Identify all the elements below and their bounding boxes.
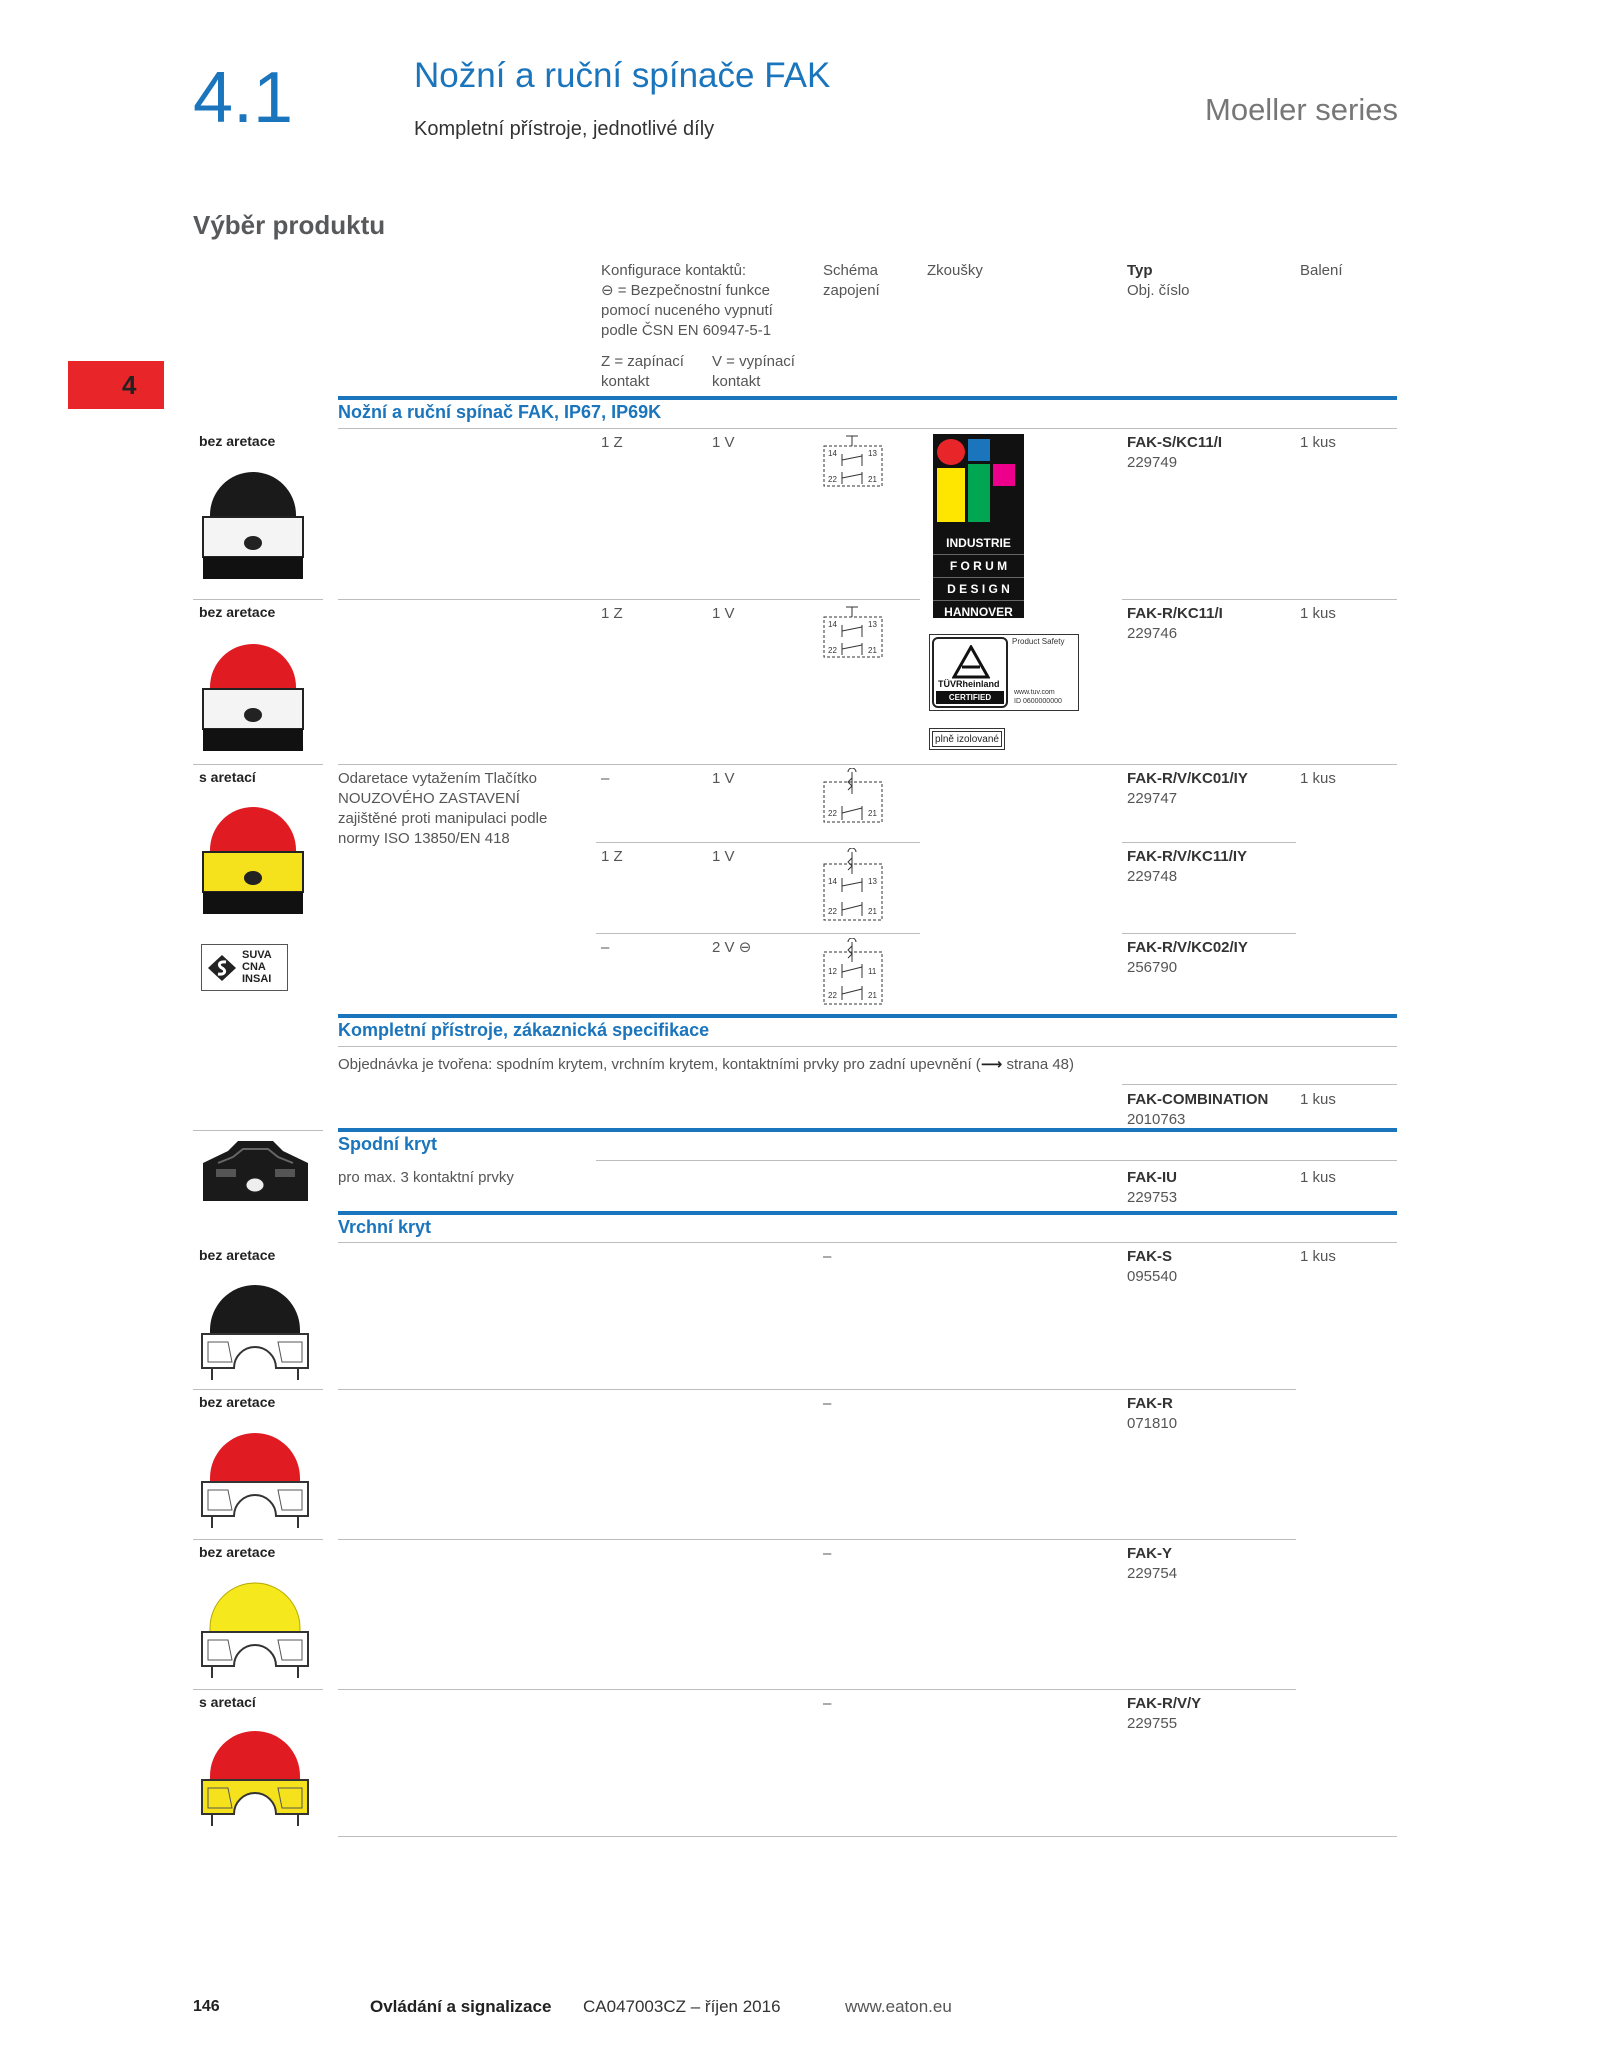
row-label: bez aretace — [199, 1544, 276, 1560]
schema-dash: – — [823, 1395, 832, 1412]
order-number: 229747 — [1127, 790, 1178, 807]
order-note-text: Objednávka je tvořena: spodním krytem, vrchním krytem, kontaktními prvky pro zadní upevnění ( — [338, 1056, 981, 1073]
if-logo-line: D E S I G N — [933, 578, 1024, 601]
suva-line: INSAI — [242, 973, 272, 985]
col-tests: Zkoušky — [927, 262, 983, 279]
type-code: FAK-R/V/KC02/IY — [1127, 939, 1248, 956]
col-pack: Balení — [1300, 262, 1343, 279]
type-code: FAK-Y — [1127, 1545, 1172, 1562]
order-number: 229753 — [1127, 1189, 1178, 1206]
col-v-legend: V = vypínací kontakt — [712, 353, 795, 390]
contact-label: 21 — [868, 646, 877, 655]
wiring-schema-1z1v — [820, 434, 886, 492]
forced-break-icon: ⊖ — [601, 282, 614, 299]
contact-v: 1 V — [712, 434, 735, 451]
type-code: FAK-R/KC11/I — [1127, 605, 1223, 622]
contact-label: 22 — [828, 475, 837, 484]
bottom-cover-note: pro max. 3 kontaktní prvky — [338, 1169, 514, 1186]
fak-red-switch-image — [198, 627, 308, 757]
col-z-legend: Z = zapínací kontakt — [601, 353, 684, 390]
order-note — [338, 1055, 1074, 1075]
row-divider — [338, 599, 920, 600]
image-divider — [193, 1689, 323, 1690]
pack-unit: 1 kus — [1300, 1091, 1336, 1108]
tuv-id: ID 0600000000 — [1014, 698, 1062, 705]
footer-web[interactable]: www.eaton.eu — [845, 1997, 952, 2016]
col-config: Konfigurace kontaktů: — [601, 262, 747, 279]
pack-unit: 1 kus — [1300, 770, 1336, 787]
section-title: Výběr produktu — [193, 210, 386, 240]
type-code: FAK-R/V/Y — [1127, 1695, 1202, 1712]
tuv-certified: CERTIFIED — [936, 691, 1004, 704]
section-fak-ip67: Nožní a ruční spínač FAK, IP67, IP69K — [338, 402, 662, 422]
col-config-note — [601, 281, 801, 341]
suva-line: SUVA — [242, 949, 272, 961]
page-title: Nožní a ruční spínače FAK — [414, 56, 831, 95]
contact-v-text: 2 V — [712, 939, 735, 956]
image-divider — [193, 1389, 323, 1390]
row-divider — [1122, 599, 1397, 600]
fak-s-top-cover-image — [198, 1272, 313, 1387]
row-divider — [596, 842, 920, 843]
contact-v — [712, 938, 751, 958]
if-logo-f-bar — [993, 464, 1015, 486]
contact-z: 1 Z — [601, 605, 623, 622]
contact-label: 21 — [868, 475, 877, 484]
page-number: 146 — [193, 1998, 220, 2015]
order-number: 229746 — [1127, 625, 1178, 642]
row-label: bez aretace — [199, 1247, 276, 1263]
row-divider — [338, 1389, 1296, 1390]
suva-logo-icon — [206, 953, 238, 983]
tuv-badge — [932, 637, 1008, 708]
row-divider — [338, 1836, 1397, 1837]
type-code: FAK-S — [1127, 1248, 1172, 1265]
schema-dash: – — [823, 1695, 832, 1712]
pack-unit: 1 kus — [1300, 1248, 1336, 1265]
col-order: Obj. číslo — [1127, 282, 1190, 299]
if-logo-i-stem — [937, 468, 965, 522]
contact-label: 22 — [828, 646, 837, 655]
fak-rvy-top-cover-image — [198, 1718, 313, 1833]
section-rule — [338, 1128, 1397, 1132]
image-divider — [193, 1130, 323, 1131]
row-divider — [338, 428, 1397, 429]
type-code: FAK-S/KC11/I — [1127, 434, 1223, 451]
col-type: Typ — [1127, 262, 1153, 279]
if-logo-f-top — [968, 439, 990, 461]
row-divider — [338, 1242, 1397, 1243]
type-code: FAK-R — [1127, 1395, 1173, 1412]
series-label: Moeller series — [1205, 92, 1398, 127]
fak-bottom-cover-image — [198, 1133, 313, 1208]
schema-dash: – — [823, 1248, 832, 1265]
order-number: 229755 — [1127, 1715, 1178, 1732]
contact-z: – — [601, 939, 610, 956]
contact-label: 13 — [868, 620, 877, 629]
contact-label: 14 — [828, 620, 837, 629]
if-logo-i-dot — [937, 439, 965, 465]
footer-catalog: CA047003CZ – říjen 2016 — [583, 1997, 781, 2016]
contact-label: 14 — [828, 449, 837, 458]
wiring-schema-2v — [820, 938, 886, 1008]
contact-z: – — [601, 770, 610, 787]
schema-dash: – — [823, 1545, 832, 1562]
page-subtitle: Kompletní přístroje, jednotlivé díly — [414, 118, 715, 140]
type-code: FAK-R/V/KC11/IY — [1127, 848, 1248, 865]
tuv-triangle-icon — [952, 645, 990, 679]
contact-label: 22 — [828, 809, 837, 818]
fully-insulated-text: plně izolované — [935, 734, 999, 745]
forced-break-icon: ⊖ — [738, 939, 752, 956]
fak-emergency-switch-image — [198, 790, 308, 920]
contact-label: 22 — [828, 991, 837, 1000]
tuv-name: TÜVRheinland — [938, 679, 1000, 689]
row-divider — [338, 764, 1397, 765]
row-divider — [338, 1689, 1296, 1690]
fak-r-top-cover-image — [198, 1420, 313, 1535]
row-divider — [1122, 842, 1296, 843]
suva-badge — [201, 944, 288, 991]
image-divider — [193, 1539, 323, 1540]
tuv-url: www.tuv.com — [1014, 689, 1055, 696]
row-divider — [1122, 1084, 1397, 1085]
chapter-tab-number: 4 — [122, 370, 137, 400]
contact-label: 21 — [868, 809, 877, 818]
footer-chapter: Ovládání a signalizace — [370, 1997, 552, 2016]
row-label: s aretací — [199, 1694, 256, 1710]
section-rule — [338, 396, 1397, 400]
order-number: 071810 — [1127, 1415, 1178, 1432]
fully-insulated-badge — [929, 728, 1005, 750]
section-rule — [338, 1014, 1397, 1018]
contact-label: 21 — [868, 907, 877, 916]
contact-v: 1 V — [712, 848, 735, 865]
col-config-note-text: = Bezpečnostní funkce pomocí nuceného vypnutí podle ČSN EN 60947-5-1 — [601, 282, 773, 339]
wiring-schema-1z1v-emergency — [820, 848, 886, 924]
contact-label: 22 — [828, 907, 837, 916]
contact-z: 1 Z — [601, 434, 623, 451]
order-number: 256790 — [1127, 959, 1178, 976]
chapter-tab — [68, 361, 164, 409]
wiring-schema-1v — [820, 768, 886, 828]
image-divider — [193, 764, 323, 765]
if-logo-line: F O R U M — [933, 555, 1024, 578]
row-label: bez aretace — [199, 604, 276, 620]
section-bottom-cover: Spodní kryt — [338, 1134, 438, 1154]
row-divider — [596, 1160, 1397, 1161]
order-number: 229754 — [1127, 1565, 1178, 1582]
row-label: bez aretace — [199, 433, 276, 449]
section-custom-spec: Kompletní přístroje, zákaznická specifikace — [338, 1020, 710, 1040]
image-divider — [193, 599, 323, 600]
order-number: 095540 — [1127, 1268, 1178, 1285]
order-number: 229749 — [1127, 454, 1178, 471]
contact-label: 21 — [868, 991, 877, 1000]
if-logo-line: HANNOVER — [944, 605, 1013, 619]
type-code: FAK-COMBINATION — [1127, 1091, 1269, 1108]
contact-label: 13 — [868, 877, 877, 886]
fak-y-top-cover-image — [198, 1570, 313, 1685]
row-divider — [338, 1539, 1296, 1540]
fully-insulated-inner — [932, 731, 1002, 747]
pack-unit: 1 kus — [1300, 434, 1336, 451]
contact-v: 1 V — [712, 770, 735, 787]
arrow-right-icon: ⟶ — [980, 1056, 1003, 1073]
tuv-certificate-logo — [929, 634, 1079, 711]
contact-label: 11 — [868, 967, 877, 976]
section-top-cover: Vrchní kryt — [338, 1217, 432, 1237]
if-design-award-logo — [933, 434, 1024, 618]
contact-v: 1 V — [712, 605, 735, 622]
row-label: bez aretace — [199, 1394, 276, 1410]
pack-unit: 1 kus — [1300, 1169, 1336, 1186]
tuv-product-safety: Product Safety — [1012, 637, 1065, 646]
contact-label: 14 — [828, 877, 837, 886]
section-rule — [338, 1211, 1397, 1215]
row-divider — [1122, 933, 1296, 934]
if-logo-text — [933, 532, 1024, 623]
row-divider — [596, 933, 920, 934]
type-code: FAK-R/V/KC01/IY — [1127, 770, 1248, 787]
type-code: FAK-IU — [1127, 1169, 1177, 1186]
order-number: 229748 — [1127, 868, 1178, 885]
row-description: Odaretace vytažením Tlačítko NOUZOVÉHO ZASTAVENÍ zajištěné proti manipulaci podle normy ISO 13850/EN 418 — [338, 770, 548, 847]
contact-label: 12 — [828, 967, 837, 976]
fak-black-switch-image — [198, 455, 308, 585]
row-label: s aretací — [199, 769, 256, 785]
chapter-number: 4.1 — [193, 58, 294, 138]
order-number: 2010763 — [1127, 1111, 1186, 1128]
if-logo-line: INDUSTRIE — [933, 532, 1024, 555]
suva-text — [242, 949, 272, 985]
if-logo-f-stem — [968, 464, 990, 522]
page-link[interactable]: strana 48) — [1006, 1056, 1075, 1073]
pack-unit: 1 kus — [1300, 605, 1336, 622]
contact-label: 13 — [868, 449, 877, 458]
row-divider — [338, 1046, 1397, 1047]
col-schema: Schéma zapojení — [823, 262, 880, 299]
wiring-schema-1z1v — [820, 605, 886, 663]
suva-line: CNA — [242, 961, 266, 973]
contact-z: 1 Z — [601, 848, 623, 865]
